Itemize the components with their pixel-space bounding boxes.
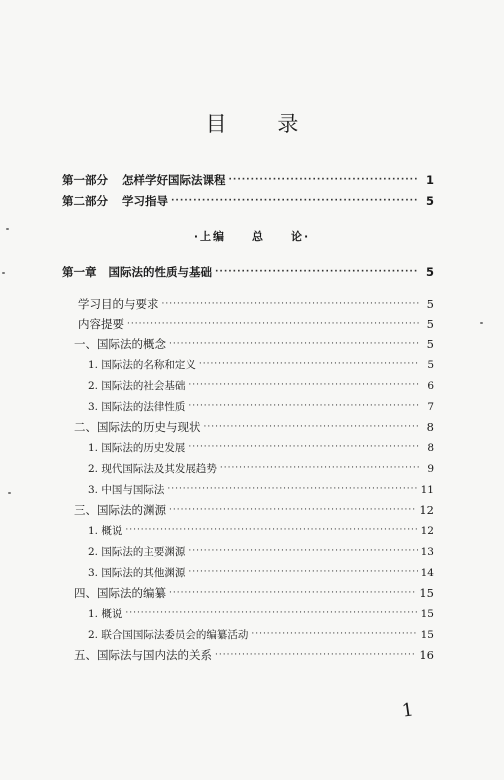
leader-dots	[125, 608, 417, 618]
leader-dots	[188, 401, 419, 411]
toc-entry[interactable]: 1. 概说 ····· 15	[88, 606, 434, 621]
page-ref: 16	[419, 648, 434, 662]
toc-entry[interactable]: 内容提要 ····· 5	[78, 316, 434, 332]
toc-entry[interactable]: 2. 国际法的社会基础 ····· 6	[88, 378, 434, 393]
leader-dots	[171, 196, 419, 206]
scan-speck	[6, 228, 9, 230]
page-ref: 1	[425, 173, 434, 187]
leader-dots	[188, 546, 417, 556]
toc-entry[interactable]: 3. 国际法的其他渊源 ····· 14	[88, 565, 434, 580]
leader-dots	[125, 525, 417, 535]
leader-dots	[215, 267, 419, 277]
leader-dots	[220, 463, 419, 473]
part-prefix: 第二部分	[62, 194, 108, 208]
part-title: 怎样学好国际法课程	[122, 173, 226, 187]
leader-dots	[167, 484, 417, 494]
page-ref: 15	[420, 629, 434, 641]
page-number: 1	[400, 699, 415, 722]
toc-part-1[interactable]	[62, 172, 434, 188]
page-ref: 15	[419, 586, 434, 600]
section-heading: ·上编 总 论·	[193, 230, 311, 243]
leader-dots	[169, 505, 416, 515]
scan-speck	[480, 322, 483, 324]
leader-dots	[188, 567, 417, 577]
page-ref: 5	[426, 337, 434, 351]
toc-entry[interactable]: 3. 中国与国际法 ····· 11	[88, 482, 434, 497]
page-ref: 5	[425, 265, 434, 279]
page-ref: 5	[426, 317, 434, 331]
chapter-title: 国际法的性质与基础	[108, 265, 212, 279]
leader-dots	[215, 650, 416, 660]
page-ref: 13	[420, 546, 434, 558]
chapter-prefix: 第一章	[62, 265, 97, 279]
page-ref: 11	[420, 484, 434, 496]
leader-dots	[188, 380, 419, 390]
page-ref: 5	[425, 194, 434, 208]
part-prefix: 第一部分	[62, 173, 108, 187]
toc-entry[interactable]: 四、国际法的编纂 ····· 15	[74, 585, 434, 601]
page-ref: 7	[427, 401, 434, 413]
scan-speck	[2, 272, 5, 274]
page-title: 目 录	[205, 112, 321, 136]
page-ref: 8	[426, 420, 434, 434]
toc-entry[interactable]: 3. 国际法的法律性质 ····· 7	[88, 399, 434, 414]
leader-dots	[169, 588, 416, 598]
toc-entry[interactable]: 1. 国际法的历史发展 ····· 8	[88, 440, 434, 455]
page-ref: 14	[420, 567, 434, 579]
toc-entry[interactable]: 学习目的与要求 ····· 5	[78, 296, 434, 312]
leader-dots	[199, 359, 419, 369]
leader-dots	[251, 629, 417, 639]
leader-dots	[229, 175, 420, 185]
toc-entry[interactable]: 三、国际法的渊源 ····· 12	[74, 502, 434, 518]
part-title: 学习指导	[122, 194, 168, 208]
toc-entry[interactable]: 1. 概说 ····· 12	[88, 523, 434, 538]
scan-speck	[8, 492, 11, 494]
page-ref: 6	[427, 380, 434, 392]
page-ref: 5	[426, 297, 434, 311]
toc-entry[interactable]: 2. 现代国际法及其发展趋势 ····· 9	[88, 461, 434, 476]
leader-dots	[169, 339, 419, 349]
toc-part-2[interactable]	[62, 193, 434, 209]
leader-dots	[162, 299, 420, 309]
page-ref: 15	[420, 608, 434, 620]
leader-dots	[204, 422, 420, 432]
leader-dots	[188, 442, 419, 452]
toc-entry[interactable]: 一、国际法的概念 ····· 5	[74, 336, 434, 352]
toc-entry[interactable]: 五、国际法与国内法的关系 ····· 16	[74, 647, 434, 663]
page-ref: 9	[427, 463, 434, 475]
page-ref: 5	[427, 359, 434, 371]
page-ref: 12	[419, 503, 434, 517]
toc-entry[interactable]: 二、国际法的历史与现状 ····· 8	[74, 419, 434, 435]
leader-dots	[127, 319, 419, 329]
toc-entry[interactable]: 2. 国际法的主要渊源 ····· 13	[88, 544, 434, 559]
page-ref: 8	[427, 442, 434, 454]
toc-entry[interactable]: 2. 联合国国际法委员会的编纂活动 ····· 15	[88, 627, 434, 642]
toc-entry[interactable]: 1. 国际法的名称和定义 ····· 5	[88, 357, 434, 372]
toc-chapter-1[interactable]	[62, 264, 434, 280]
page-ref: 12	[420, 525, 434, 537]
